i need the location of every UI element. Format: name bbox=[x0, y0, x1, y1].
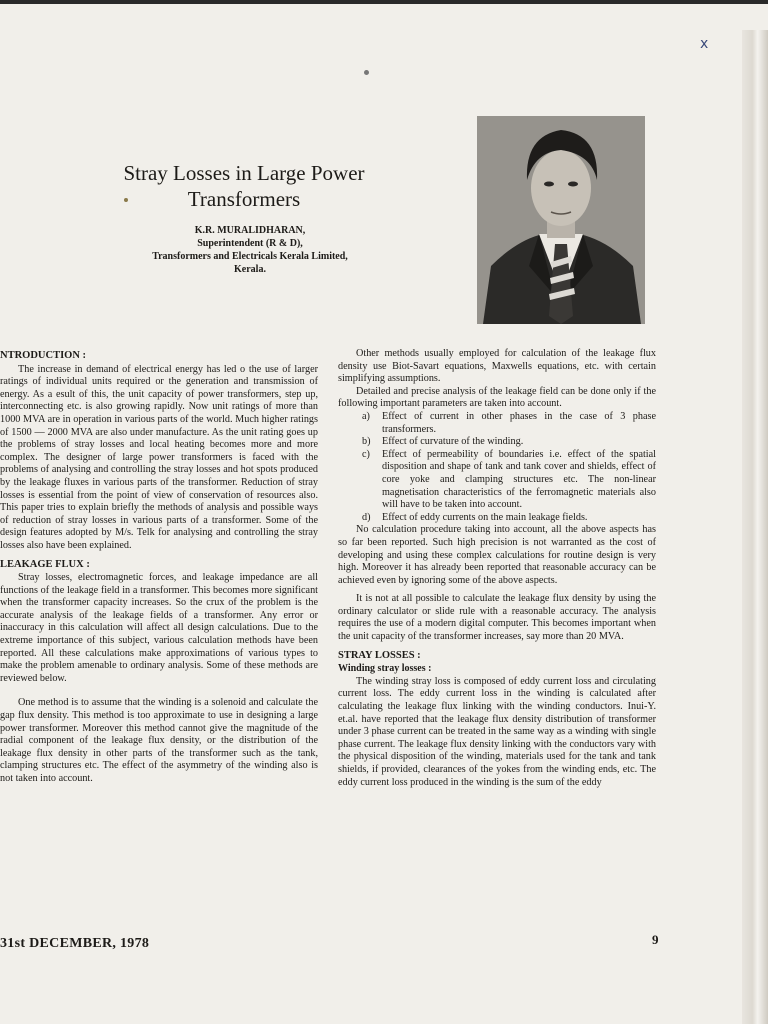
article-title: Stray Losses in Large Power Transformers bbox=[123, 161, 365, 211]
other-methods-paragraph: Other methods usually employed for calculation of the leakage flux density use Biot-Savart equations, Maxwells equations, etc. with certain simplifying assumptions. bbox=[338, 348, 656, 385]
issue-date: 31st DECEMBER, 1978 bbox=[0, 936, 150, 951]
page-stack-edge bbox=[742, 30, 768, 1024]
left-column bbox=[0, 350, 318, 786]
introduction-paragraph: The increase in demand of electrical energy has led o the use of larger ratings of individual units required or the generation and transmission of energy. As a esult of this, the unit capacity of power transformers, step up, interconnecting etc. is also growing rapidly. Now unit ratings of more than 1000 MVA are in operation in various parts of the world. Much higher ratings of 1500 — 2000 MVA are also under manufacture. As the unit rating goes up the problems of stray losses and local heating becomes more and more complex. The designer of large power transformers is faced with the problems of analysing and controlling the stray losses and hot spots produced by the leakage fluxes in various parts of the transformer. Reduction of stray losses is essential from the point of view of conservation of resources also. This paper tries to explain briefly the methods of analysis and possible ways of reduction of stray losses in various parts of a transformer. Some of the design features adopted by M/s. Telk for analysing and controlling the stray losses also have been explained. bbox=[0, 363, 318, 551]
parameter-list bbox=[338, 411, 656, 524]
punch-dot bbox=[364, 70, 369, 75]
introduction-heading: NTRODUCTION : bbox=[0, 350, 87, 361]
page-top-border bbox=[0, 0, 768, 4]
leakage-flux-paragraph: Stray losses, electromagnetic forces, and leakage impedance are all functions of the leakage field in a transformer. This becomes more significant when the transformer capacity increases. So the crux of the problem is the accurate analysis of the leakage fields of a transformer. Any error or inaccuracy in this calculation will affect all design calculations. Due to the extreme importance of this subject, various calculation methods have been reported. All these calculations make approximations of various types to make the problem amenable to ordinary analysis. Some of these methods are reviewed below. bbox=[0, 572, 318, 684]
author-portrait bbox=[477, 116, 645, 324]
solenoid-method-paragraph: One method is to assume that the winding is a solenoid and calculate the gap flux density. This method is too approximate to use in designing a large power transformer. Moreover this method cannot give the magnitude of the radial component of the leakage flux density, or the distribution of the leakage flux density in other parts of the transformer such as the tank, clamping structures etc. The effect of the asymmetry of the winding also is not taken into account. bbox=[0, 697, 318, 784]
stray-losses-heading: STRAY LOSSES : bbox=[338, 649, 421, 661]
author-organization: Transformers and Electricals Kerala Limited, bbox=[152, 251, 348, 262]
no-calculation-paragraph: No calculation procedure taking into account, all the above aspects has so far been reported. Such high precision is not warranted as the cost of developing and using these complex calculations for routine design is very high. Moreover it has already been reported that reasonable accuracy can be achieved even by ignoring some of the above aspects. bbox=[338, 524, 656, 586]
right-column bbox=[338, 348, 656, 789]
list-item: d) Effect of eddy currents on the main leakage fields. bbox=[362, 511, 588, 523]
author-location: Kerala. bbox=[234, 264, 266, 275]
detailed-analysis-paragraph: Detailed and precise analysis of the leakage field can be done only if the following important parameters are taken into account. bbox=[338, 385, 656, 410]
author-block bbox=[110, 224, 390, 276]
list-item: c) Effect of permeability of boundaries i.e. effect of the spatial disposition and shape of tank and tank cover and shields, effect of core yoke and clamping structures etc. The non-linear magnetisation characteristics of the ferromagnetic materials also will have to be taken into account. bbox=[362, 448, 656, 511]
winding-stray-losses-subheading: Winding stray losses : bbox=[338, 663, 432, 675]
page-number: 9 bbox=[652, 932, 659, 947]
author-name: K.R. MURALIDHARAN, bbox=[194, 225, 306, 236]
winding-stray-paragraph: The winding stray loss is composed of eddy current loss and circulating current loss. The eddy current loss in the winding is calculated after calculating the leakage flux linking with the winding conductors. Inui-Y. et.al. have reported that the leakage flux density distribution of transformer under 3 phase current can be treated in the same way as a winding with single phase current. The leakage flux density linking with the conductors vary with the physical disposition of the winding, materials used for the tank and tank shields, if provided, clearances of the yokes from the winding ends, etc. The eddy current loss produced in the winding is the sum of the eddy bbox=[338, 675, 656, 788]
list-item: b) Effect of curvature of the winding. bbox=[362, 436, 524, 448]
author-position: Superintendent (R & D), bbox=[197, 238, 303, 249]
list-item: a) Effect of current in other phases in the case of 3 phase transformers. bbox=[362, 410, 656, 435]
corner-mark: x bbox=[700, 36, 709, 52]
not-possible-paragraph: It is not at all possible to calculate the leakage flux density by using the ordinary calculator or slide rule with a reasonable accuracy. The analysis requires the use of a modern digital computer. This becomes important when the unit capacity of the transformer increases, say more than 20 MVA. bbox=[338, 593, 656, 643]
leakage-flux-heading: LEAKAGE FLUX : bbox=[0, 558, 90, 570]
